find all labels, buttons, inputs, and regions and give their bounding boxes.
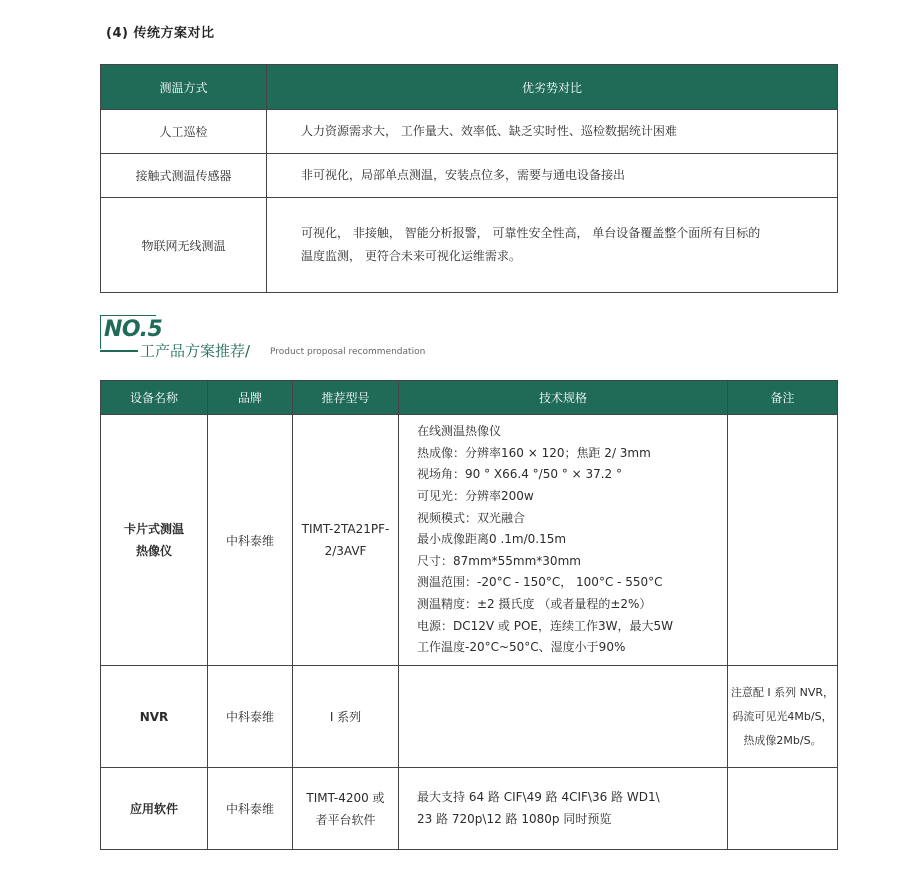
desc-line: 非可视化，局部单点测温，安装点位多，需要与通电设备接出 (301, 168, 626, 182)
note-line: 码流可见光4Mb/S， (732, 709, 833, 723)
brand-cell: 中科泰维 (208, 415, 293, 666)
spec-cell (399, 666, 728, 768)
brand-cell: 中科泰维 (208, 666, 293, 768)
section-5-title: 工产品方案推荐/ (140, 342, 251, 360)
device-name-line: NVR (139, 709, 169, 724)
model-line: TIMT-4200 或 (306, 790, 385, 805)
spec-line: 测温精度：±2 摄氏度 （或者量程的±2%） (417, 596, 652, 611)
model-cell (293, 666, 399, 768)
device-name-line: 应用软件 (129, 801, 178, 816)
comparison-table-header (101, 65, 838, 110)
table-row (101, 198, 838, 293)
product-table-header (101, 381, 838, 415)
device-name-line: 卡片式测温 (123, 522, 184, 536)
header-brand: 品牌 (208, 381, 293, 415)
model-cell (293, 768, 399, 850)
desc-cell (267, 154, 838, 198)
note-cell (728, 666, 838, 768)
spec-line: 可见光：分辨率200w (417, 489, 534, 504)
spec-line: 电源：DC12V 或 POE，连续工作3W，最大5W (417, 618, 673, 633)
spec-cell (399, 768, 728, 850)
header-device-name: 设备名称 (101, 381, 208, 415)
section-4-title: (4) 传统方案对比 (106, 26, 215, 41)
device-name-cell (101, 666, 208, 768)
comparison-table (100, 64, 838, 293)
note-line: 热成像2Mb/S。 (743, 733, 822, 747)
spec-line: 热成像：分辨率160 × 120；焦距 2/ 3mm (417, 445, 651, 460)
note-line: 注意配 I 系列 NVR， (730, 685, 835, 699)
header-note: 备注 (728, 381, 838, 415)
spec-line: 工作温度-20°C~50°C、湿度小于90% (417, 640, 626, 655)
spec-line: 在线测温热像仪 (417, 424, 502, 439)
header-method: 测温方式 (101, 65, 267, 110)
table-row (101, 768, 838, 850)
spec-line: 测温范围：-20°C - 150°C， 100°C - 550°C (417, 575, 663, 590)
desc-line: 可视化， 非接触， 智能分析报警， 可靠性安全性高， 单台设备覆盖整个面所有目标的 (301, 226, 761, 240)
note-cell (728, 415, 838, 666)
spec-line: 最小成像距离0 .1m/0.15m (417, 532, 567, 547)
device-name-line: 热像仪 (135, 544, 172, 558)
device-name-cell (101, 768, 208, 850)
desc-cell (267, 198, 838, 293)
spec-cell (399, 415, 728, 666)
spec-line: 最大支持 64 路 CIF\49 路 4CIF\36 路 WD1\ (417, 789, 660, 804)
spec-line: 视频模式：双光融合 (417, 510, 526, 525)
desc-line: 温度监测， 更符合未来可视化运维需求。 (301, 249, 521, 263)
model-line: TIMT-2TA21PF- (301, 522, 390, 536)
spec-line: 尺寸：87mm*55mm*30mm (417, 553, 581, 568)
header-comparison: 优劣势对比 (267, 65, 838, 110)
spec-line: 视场角：90 ° X66.4 °/50 ° × 37.2 ° (417, 467, 622, 482)
table-row (101, 154, 838, 198)
product-table (100, 380, 838, 850)
model-line: 者平台软件 (315, 812, 376, 827)
header-spec: 技术规格 (399, 381, 728, 415)
header-model: 推荐型号 (293, 381, 399, 415)
spec-line: 23 路 720p\12 路 1080p 同时预览 (417, 811, 612, 826)
model-cell (293, 415, 399, 666)
note-cell (728, 768, 838, 850)
table-row (101, 666, 838, 768)
model-line: 2/3AVF (324, 544, 367, 558)
section-5-subtitle: Product proposal recommendation (270, 347, 426, 357)
section-badge: NO.5 (104, 317, 163, 342)
desc-cell (267, 110, 838, 154)
brand-cell: 中科泰维 (208, 768, 293, 850)
table-row (101, 110, 838, 154)
method-cell: 物联网无线测温 (101, 198, 267, 293)
method-cell: 人工巡检 (101, 110, 267, 154)
table-row (101, 415, 838, 666)
badge-underline (100, 350, 138, 352)
method-cell: 接触式测温传感器 (101, 154, 267, 198)
desc-line: 人力资源需求大， 工作量大、效率低、缺乏实时性、巡检数据统计困难 (301, 124, 677, 138)
model-line: I 系列 (329, 710, 362, 724)
device-name-cell (101, 415, 208, 666)
